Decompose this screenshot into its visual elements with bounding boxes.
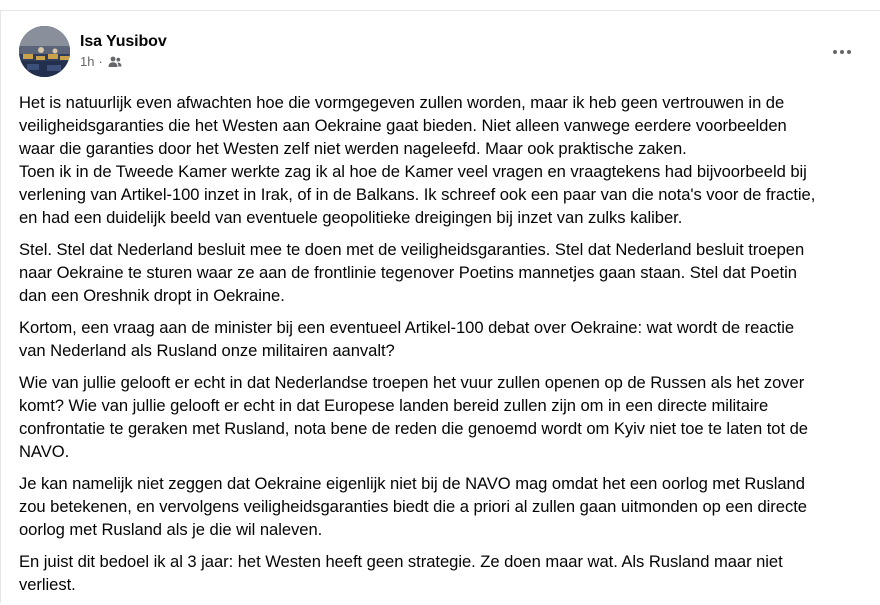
friends-icon[interactable] (108, 56, 122, 68)
avatar-photo (19, 26, 70, 77)
post-paragraph: Stel. Stel dat Nederland besluit mee te doen met de veiligheidsgaranties. Stel dat Nederland besluit troepen naar Oekraine te sturen waar ze aan de frontlinie tegenover Poetins mannetjes gaan staan. Stel dat Poetin dan een Oreshnik dropt in Oekraine. (19, 240, 805, 305)
post-paragraph: Het is natuurlijk even afwachten hoe die vormgegeven zullen worden, maar ik heb geen vertrouwen in de veiligheidsgaranties die het Westen aan Oekraine gaat bieden. Niet alleen vanwege eerdere voorbeelden waar die garanties door het Westen zelf niet werden nageleefd. Maar ook praktische zaken. Toen ik in de Tweede Kamer werkte zag ik al hoe de Kamer veel vragen en vraagtekens had bijvoorbeeld bij verlening van Artikel-100 inzet in Irak, of in de Balkans. Ik schreef ook een paar van die nota's voor de fractie, en had een duidelijk beeld van eventuele geopolitieke dreigingen bij inzet van zulks kaliber. (19, 93, 816, 227)
post-time[interactable]: 1h (80, 54, 95, 69)
post-paragraph: Je kan namelijk niet zeggen dat Oekraine eigenlijk niet bij de NAVO mag omdat het een oorlog met Rusland zou betekenen, en vervolgens veiligheidsgaranties biedt die a priori al zullen gaan uitmonden op een directe oorlog met Rusland als je die wil naleven. (19, 474, 807, 539)
post-meta (80, 54, 167, 70)
meta-separator: · (98, 54, 103, 69)
post-header (19, 26, 167, 77)
avatar[interactable] (19, 26, 70, 77)
more-options-icon (832, 49, 852, 55)
more-options-button[interactable] (826, 36, 858, 68)
post-body (19, 91, 869, 605)
post-paragraph: Kortom, een vraag aan de minister bij een eventueel Artikel-100 debat over Oekraine: wat wordt de reactie van Nederland als Rusland onze militairen aanvalt? (19, 318, 795, 360)
post-paragraph: En juist dit bedoel ik al 3 jaar: het Westen heeft geen strategie. Ze doen maar wat. Als Rusland maar niet verliest. (19, 552, 783, 594)
left-divider (0, 10, 1, 603)
post-paragraph: Wie van jullie gelooft er echt in dat Nederlandse troepen het vuur zullen openen op de Russen als het zover komt? Wie van jullie gelooft er echt in dat Europese landen bereid zullen zijn om in een directe militaire confrontatie te geraken met Rusland, nota bene de reden die genoemd wordt om Kyiv niet toe te laten tot de NAVO. (19, 373, 808, 461)
top-divider (0, 10, 880, 11)
author-name[interactable]: Isa Yusibov (80, 33, 167, 50)
author-block (80, 32, 167, 70)
